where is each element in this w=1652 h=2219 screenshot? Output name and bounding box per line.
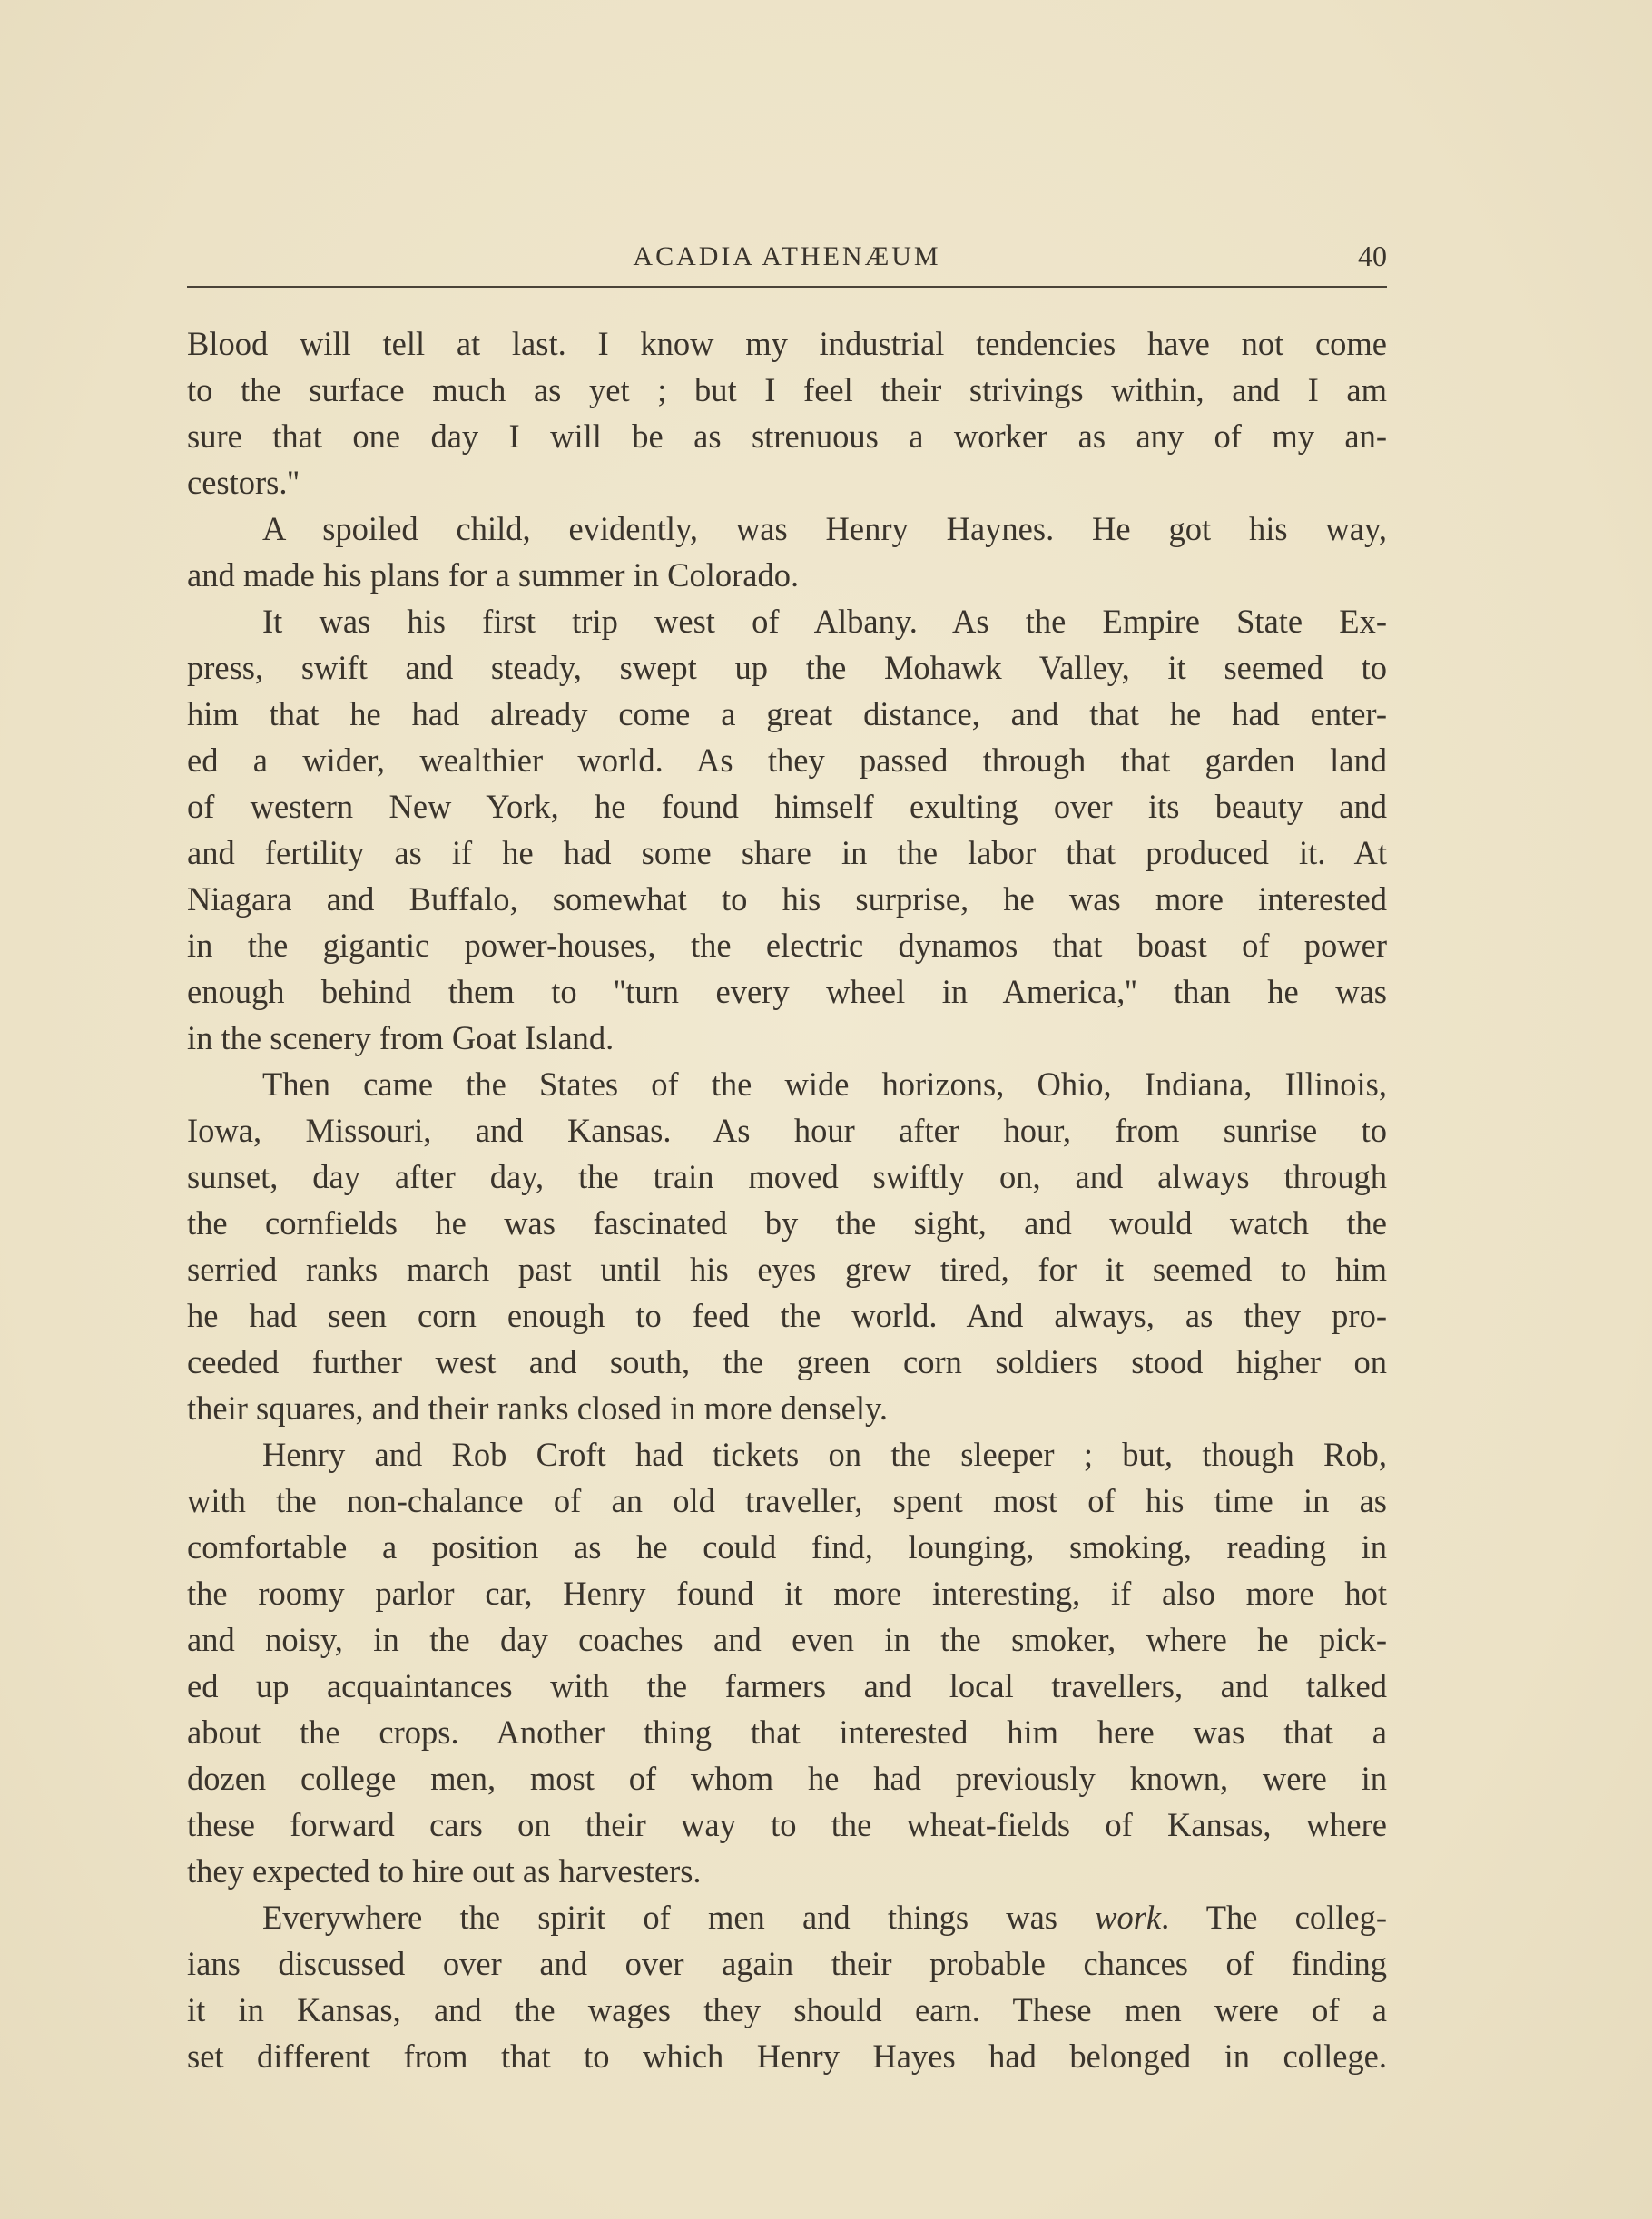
text-line: they expected to hire out as harvesters.	[187, 1852, 702, 1890]
text-line: sure that one day I will be as strenuous a worker as any of my an-	[187, 417, 1387, 455]
text-line: and fertility as if he had some share in the labor that produced it. At	[187, 834, 1387, 871]
text-line: about the crops. Another thing that interested him here was that a	[187, 1713, 1387, 1751]
text-line: in the scenery from Goat Island.	[187, 1019, 615, 1056]
text-line: Iowa, Missouri, and Kansas. As hour after hour, from sunrise to	[187, 1112, 1387, 1149]
header-rule	[187, 286, 1387, 288]
text-line: it in Kansas, and the wages they should earn. These men were of a	[187, 1991, 1387, 2028]
text-line: and made his plans for a summer in Colorado.	[187, 556, 800, 594]
text-line: Everywhere the spirit of men and things was work. The colleg-	[262, 1899, 1387, 1936]
text-line: Henry and Rob Croft had tickets on the sleeper ; but, though Rob,	[262, 1436, 1387, 1473]
text-line: Blood will tell at last. I know my industrial tendencies have not come	[187, 325, 1387, 362]
text-line: him that he had already come a great distance, and that he had enter-	[187, 695, 1387, 732]
text-line: enough behind them to ''turn every wheel in America,'' than he was	[187, 973, 1387, 1010]
text-line: ed up acquaintances with the farmers and local travellers, and talked	[187, 1667, 1387, 1704]
text-line: the cornfields he was fascinated by the sight, and would watch the	[187, 1204, 1387, 1242]
text-line: ceeded further west and south, the green corn soldiers stood higher on	[187, 1343, 1387, 1380]
text-line: their squares, and their ranks closed in more densely.	[187, 1389, 889, 1427]
emphasized-word: work	[1095, 1899, 1162, 1936]
text-line: ed a wider, wealthier world. As they passed through that garden land	[187, 741, 1387, 779]
body-text	[187, 320, 1387, 2079]
text-line: comfortable a position as he could find, lounging, smoking, reading in	[187, 1528, 1387, 1566]
text-line: It was his first trip west of Albany. As the Empire State Ex-	[262, 603, 1387, 640]
text-line: of western New York, he found himself exulting over its beauty and	[187, 788, 1387, 825]
text-line: dozen college men, most of whom he had previously known, were in	[187, 1760, 1387, 1797]
text-line: Niagara and Buffalo, somewhat to his surprise, he was more interested	[187, 880, 1387, 918]
text-line: he had seen corn enough to feed the world. And always, as they pro-	[187, 1297, 1387, 1334]
text-line: press, swift and steady, swept up the Mohawk Valley, it seemed to	[187, 649, 1387, 686]
text-line: in the gigantic power-houses, the electric dynamos that boast of power	[187, 927, 1387, 964]
text-line: with the non-chalance of an old traveller, spent most of his time in as	[187, 1482, 1387, 1519]
text-line: ians discussed over and over again their probable chances of finding	[187, 1945, 1387, 1982]
text-line: to the surface much as yet ; but I feel their strivings within, and I am	[187, 371, 1387, 408]
running-head	[187, 238, 1387, 274]
text-line: these forward cars on their way to the wheat-fields of Kansas, where	[187, 1806, 1387, 1843]
running-title: ACADIA ATHENÆUM	[633, 241, 941, 271]
text-line: cestors.''	[187, 464, 300, 501]
text-line: serried ranks march past until his eyes grew tired, for it seemed to him	[187, 1251, 1387, 1288]
text-line: set different from that to which Henry Hayes had belonged in college.	[187, 2037, 1387, 2075]
text-line: A spoiled child, evidently, was Henry Haynes. He got his way,	[262, 510, 1387, 547]
text-line: Then came the States of the wide horizons, Ohio, Indiana, Illinois,	[262, 1065, 1387, 1103]
text-line: sunset, day after day, the train moved swiftly on, and always through	[187, 1158, 1387, 1195]
page-number: 40	[1358, 240, 1387, 272]
text-line: and noisy, in the day coaches and even in the smoker, where he pick-	[187, 1621, 1387, 1658]
text-line: the roomy parlor car, Henry found it more interesting, if also more hot	[187, 1575, 1387, 1612]
